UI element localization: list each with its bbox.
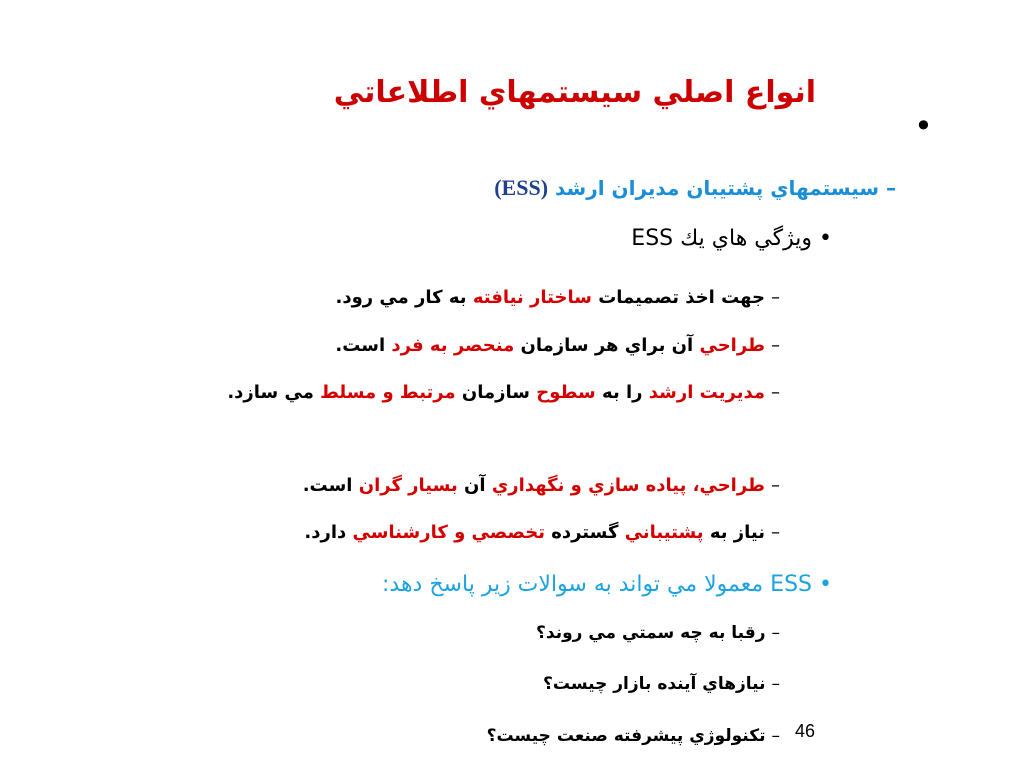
question-item-3 (487, 722, 780, 752)
slide-title: انواع اصلي سيستمهاي اطلاعاتي (333, 75, 816, 110)
question-item-1 (536, 619, 780, 649)
feature-item-3 (160, 377, 780, 409)
item-text: به كار مي رود. (335, 287, 473, 308)
feature-item-5 (304, 517, 780, 549)
item-highlight: مديريت ارشد (648, 382, 765, 403)
item-highlight: منحصر به فرد (391, 335, 515, 356)
item-highlight: پشتيباني (624, 522, 704, 543)
item-dash: – (771, 674, 780, 694)
item-text: مي سازد. (227, 382, 321, 403)
item-text: آن براي هر سازمان (514, 335, 700, 356)
item-dash: – (771, 287, 780, 308)
item-dash: – (771, 726, 780, 746)
subheading-dash: – (886, 176, 896, 200)
item-text: نياز به (703, 522, 765, 543)
page-number: 46 (795, 721, 816, 741)
feature-item-1 (336, 282, 780, 314)
item-text: را به (595, 382, 649, 403)
bullet-ess-features (631, 226, 832, 252)
bullet-marker: • (819, 226, 832, 251)
item-dash: – (771, 522, 780, 543)
item-highlight: تخصصي و كارشناسي (352, 522, 545, 543)
top-bullet-marker: • (914, 107, 933, 145)
feature-item-4 (303, 470, 780, 502)
item-text: سازمان (455, 382, 537, 403)
item-highlight: طراحي، پياده سازي و نگهداري (491, 475, 765, 496)
feature-item-2 (335, 330, 780, 362)
item-text: گسترده (544, 522, 625, 543)
question-item-2 (543, 670, 780, 700)
bullet-text: ويژگي هاي يك ESS (631, 226, 813, 251)
item-text: تكنولوژي پيشرفته صنعت چيست؟ (486, 726, 766, 746)
item-highlight: مرتبط و مسلط (320, 382, 456, 403)
item-dash: – (771, 623, 780, 643)
item-text: جهت اخذ تصميمات (591, 287, 765, 308)
item-text: است. (302, 475, 359, 496)
item-text: نيازهاي آينده بازار چيست؟ (542, 674, 766, 694)
item-dash: – (771, 475, 780, 496)
item-dash: – (771, 382, 780, 403)
item-text: است. (335, 335, 392, 356)
item-highlight: بسيار گران (358, 475, 458, 496)
subheading-text: سيستمهاي پشتيبان مديران ارشد (555, 176, 880, 200)
item-text: آن (457, 475, 492, 496)
bullet-ess-questions (382, 572, 832, 598)
item-dash: – (771, 335, 780, 356)
bullet-text: ESS معمولا مي تواند به سوالات زير پاسخ دهد: (382, 572, 813, 597)
item-text: رقبا به چه سمتي مي روند؟ (536, 623, 766, 643)
item-text: دارد. (304, 522, 353, 543)
item-highlight: طراحي (699, 335, 765, 356)
subheading-ess (494, 175, 896, 201)
item-highlight: ساختار نيافته (472, 287, 592, 308)
subheading-abbr: (ESS) (494, 175, 549, 200)
bullet-marker: • (819, 572, 832, 597)
item-highlight: سطوح (536, 382, 596, 403)
